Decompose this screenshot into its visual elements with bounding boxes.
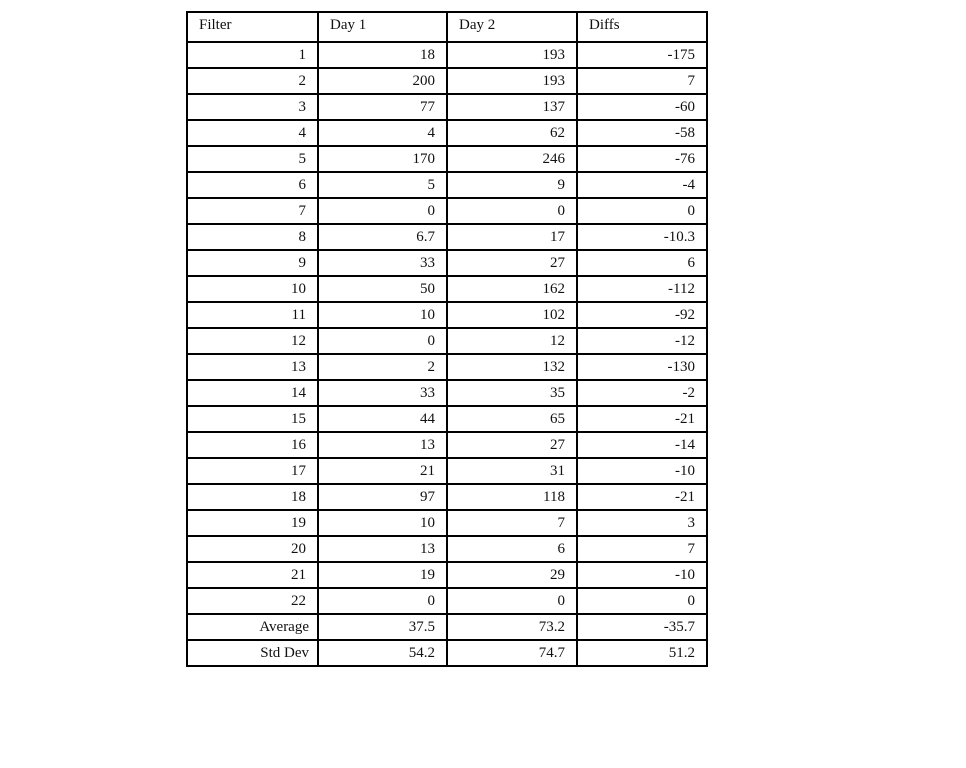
day-1-cell[interactable]: 44 — [318, 406, 447, 432]
diffs-cell[interactable]: -4 — [577, 172, 707, 198]
table-row — [187, 432, 707, 458]
day-2-cell[interactable]: 162 — [447, 276, 577, 302]
filter-cell[interactable]: 8 — [187, 224, 318, 250]
day-1-cell[interactable]: 33 — [318, 250, 447, 276]
summary-label-cell[interactable]: Std Dev — [187, 640, 318, 666]
day-1-cell[interactable]: 200 — [318, 68, 447, 94]
day-1-cell[interactable]: 50 — [318, 276, 447, 302]
day-1-cell[interactable]: 54.2 — [318, 640, 447, 666]
day-1-cell[interactable]: 13 — [318, 432, 447, 458]
day-1-cell[interactable]: 10 — [318, 510, 447, 536]
diffs-cell[interactable]: -35.7 — [577, 614, 707, 640]
diffs-cell[interactable]: 0 — [577, 588, 707, 614]
diffs-cell[interactable]: -21 — [577, 484, 707, 510]
table-row — [187, 380, 707, 406]
filter-cell[interactable]: 15 — [187, 406, 318, 432]
day-2-cell[interactable]: 118 — [447, 484, 577, 510]
day-2-cell[interactable]: 35 — [447, 380, 577, 406]
filter-cell[interactable]: 4 — [187, 120, 318, 146]
day-1-cell[interactable]: 77 — [318, 94, 447, 120]
filter-cell[interactable]: 21 — [187, 562, 318, 588]
day-1-cell[interactable]: 2 — [318, 354, 447, 380]
day-1-cell[interactable]: 0 — [318, 198, 447, 224]
std-dev-row — [187, 640, 707, 666]
filter-cell[interactable]: 1 — [187, 42, 318, 68]
diffs-cell[interactable]: -2 — [577, 380, 707, 406]
summary-label-cell[interactable]: Average — [187, 614, 318, 640]
filter-cell[interactable]: 22 — [187, 588, 318, 614]
day-2-cell[interactable]: 12 — [447, 328, 577, 354]
day-1-cell[interactable]: 0 — [318, 328, 447, 354]
table-row — [187, 172, 707, 198]
day-1-cell[interactable]: 10 — [318, 302, 447, 328]
day-1-cell[interactable]: 13 — [318, 536, 447, 562]
diffs-cell[interactable]: -10 — [577, 562, 707, 588]
header-row — [187, 12, 707, 42]
filter-cell[interactable]: 20 — [187, 536, 318, 562]
table-row — [187, 510, 707, 536]
average-row — [187, 614, 707, 640]
day-2-cell[interactable]: 6 — [447, 536, 577, 562]
table-row — [187, 146, 707, 172]
diffs-cell[interactable]: -58 — [577, 120, 707, 146]
table-row — [187, 68, 707, 94]
spreadsheet-area — [186, 11, 708, 667]
day-1-cell[interactable]: 0 — [318, 588, 447, 614]
table-row — [187, 42, 707, 68]
table-row — [187, 562, 707, 588]
day-2-cell[interactable]: 193 — [447, 42, 577, 68]
day-2-cell[interactable]: 0 — [447, 588, 577, 614]
diffs-cell[interactable]: -10 — [577, 458, 707, 484]
diffs-cell[interactable]: -14 — [577, 432, 707, 458]
filter-cell[interactable]: 11 — [187, 302, 318, 328]
day-2-cell[interactable]: 62 — [447, 120, 577, 146]
header-day-1[interactable]: Day 1 — [318, 12, 447, 42]
diffs-cell[interactable]: -12 — [577, 328, 707, 354]
header-day-2[interactable]: Day 2 — [447, 12, 577, 42]
day-1-cell[interactable]: 37.5 — [318, 614, 447, 640]
table-row — [187, 302, 707, 328]
diffs-cell[interactable]: -76 — [577, 146, 707, 172]
day-2-cell[interactable]: 7 — [447, 510, 577, 536]
day-2-cell[interactable]: 27 — [447, 250, 577, 276]
header-diffs[interactable]: Diffs — [577, 12, 707, 42]
header-filter[interactable]: Filter — [187, 12, 318, 42]
table-row — [187, 224, 707, 250]
day-1-cell[interactable]: 18 — [318, 42, 447, 68]
day-2-cell[interactable]: 0 — [447, 198, 577, 224]
filter-cell[interactable]: 9 — [187, 250, 318, 276]
filter-cell[interactable]: 14 — [187, 380, 318, 406]
filter-cell[interactable]: 19 — [187, 510, 318, 536]
diffs-cell[interactable]: 51.2 — [577, 640, 707, 666]
day-1-cell[interactable]: 33 — [318, 380, 447, 406]
day-1-cell[interactable]: 5 — [318, 172, 447, 198]
table-row — [187, 276, 707, 302]
filter-cell[interactable]: 13 — [187, 354, 318, 380]
day-2-cell[interactable]: 246 — [447, 146, 577, 172]
filter-cell[interactable]: 7 — [187, 198, 318, 224]
filter-cell[interactable]: 3 — [187, 94, 318, 120]
day-2-cell[interactable]: 132 — [447, 354, 577, 380]
day-2-cell[interactable]: 9 — [447, 172, 577, 198]
diffs-cell[interactable]: -112 — [577, 276, 707, 302]
table-row — [187, 458, 707, 484]
filter-cell[interactable]: 12 — [187, 328, 318, 354]
day-2-cell[interactable]: 73.2 — [447, 614, 577, 640]
diffs-cell[interactable]: -130 — [577, 354, 707, 380]
table-body — [187, 42, 707, 666]
filter-cell[interactable]: 18 — [187, 484, 318, 510]
table-row — [187, 120, 707, 146]
day-2-cell[interactable]: 193 — [447, 68, 577, 94]
day-2-cell[interactable]: 17 — [447, 224, 577, 250]
day-2-cell[interactable]: 27 — [447, 432, 577, 458]
diffs-cell[interactable]: 6 — [577, 250, 707, 276]
day-1-cell[interactable]: 21 — [318, 458, 447, 484]
filter-cell[interactable]: 17 — [187, 458, 318, 484]
diffs-cell[interactable]: 3 — [577, 510, 707, 536]
diffs-cell[interactable]: 0 — [577, 198, 707, 224]
day-2-cell[interactable]: 137 — [447, 94, 577, 120]
day-2-cell[interactable]: 102 — [447, 302, 577, 328]
day-2-cell[interactable]: 74.7 — [447, 640, 577, 666]
table-row — [187, 484, 707, 510]
day-1-cell[interactable]: 170 — [318, 146, 447, 172]
table-row — [187, 354, 707, 380]
table-row — [187, 94, 707, 120]
table-row — [187, 328, 707, 354]
diffs-cell[interactable]: -92 — [577, 302, 707, 328]
table-row — [187, 536, 707, 562]
table-row — [187, 198, 707, 224]
diffs-cell[interactable]: -60 — [577, 94, 707, 120]
filter-cell[interactable]: 2 — [187, 68, 318, 94]
diffs-cell[interactable]: 7 — [577, 68, 707, 94]
filter-cell[interactable]: 5 — [187, 146, 318, 172]
day-1-cell[interactable]: 97 — [318, 484, 447, 510]
diffs-cell[interactable]: -21 — [577, 406, 707, 432]
day-2-cell[interactable]: 65 — [447, 406, 577, 432]
diffs-cell[interactable]: -10.3 — [577, 224, 707, 250]
table-row — [187, 250, 707, 276]
filter-cell[interactable]: 16 — [187, 432, 318, 458]
day-1-cell[interactable]: 4 — [318, 120, 447, 146]
day-1-cell[interactable]: 19 — [318, 562, 447, 588]
data-table — [186, 11, 708, 667]
filter-cell[interactable]: 6 — [187, 172, 318, 198]
day-2-cell[interactable]: 29 — [447, 562, 577, 588]
day-2-cell[interactable]: 31 — [447, 458, 577, 484]
diffs-cell[interactable]: -175 — [577, 42, 707, 68]
table-row — [187, 406, 707, 432]
filter-cell[interactable]: 10 — [187, 276, 318, 302]
table-row — [187, 588, 707, 614]
day-1-cell[interactable]: 6.7 — [318, 224, 447, 250]
diffs-cell[interactable]: 7 — [577, 536, 707, 562]
